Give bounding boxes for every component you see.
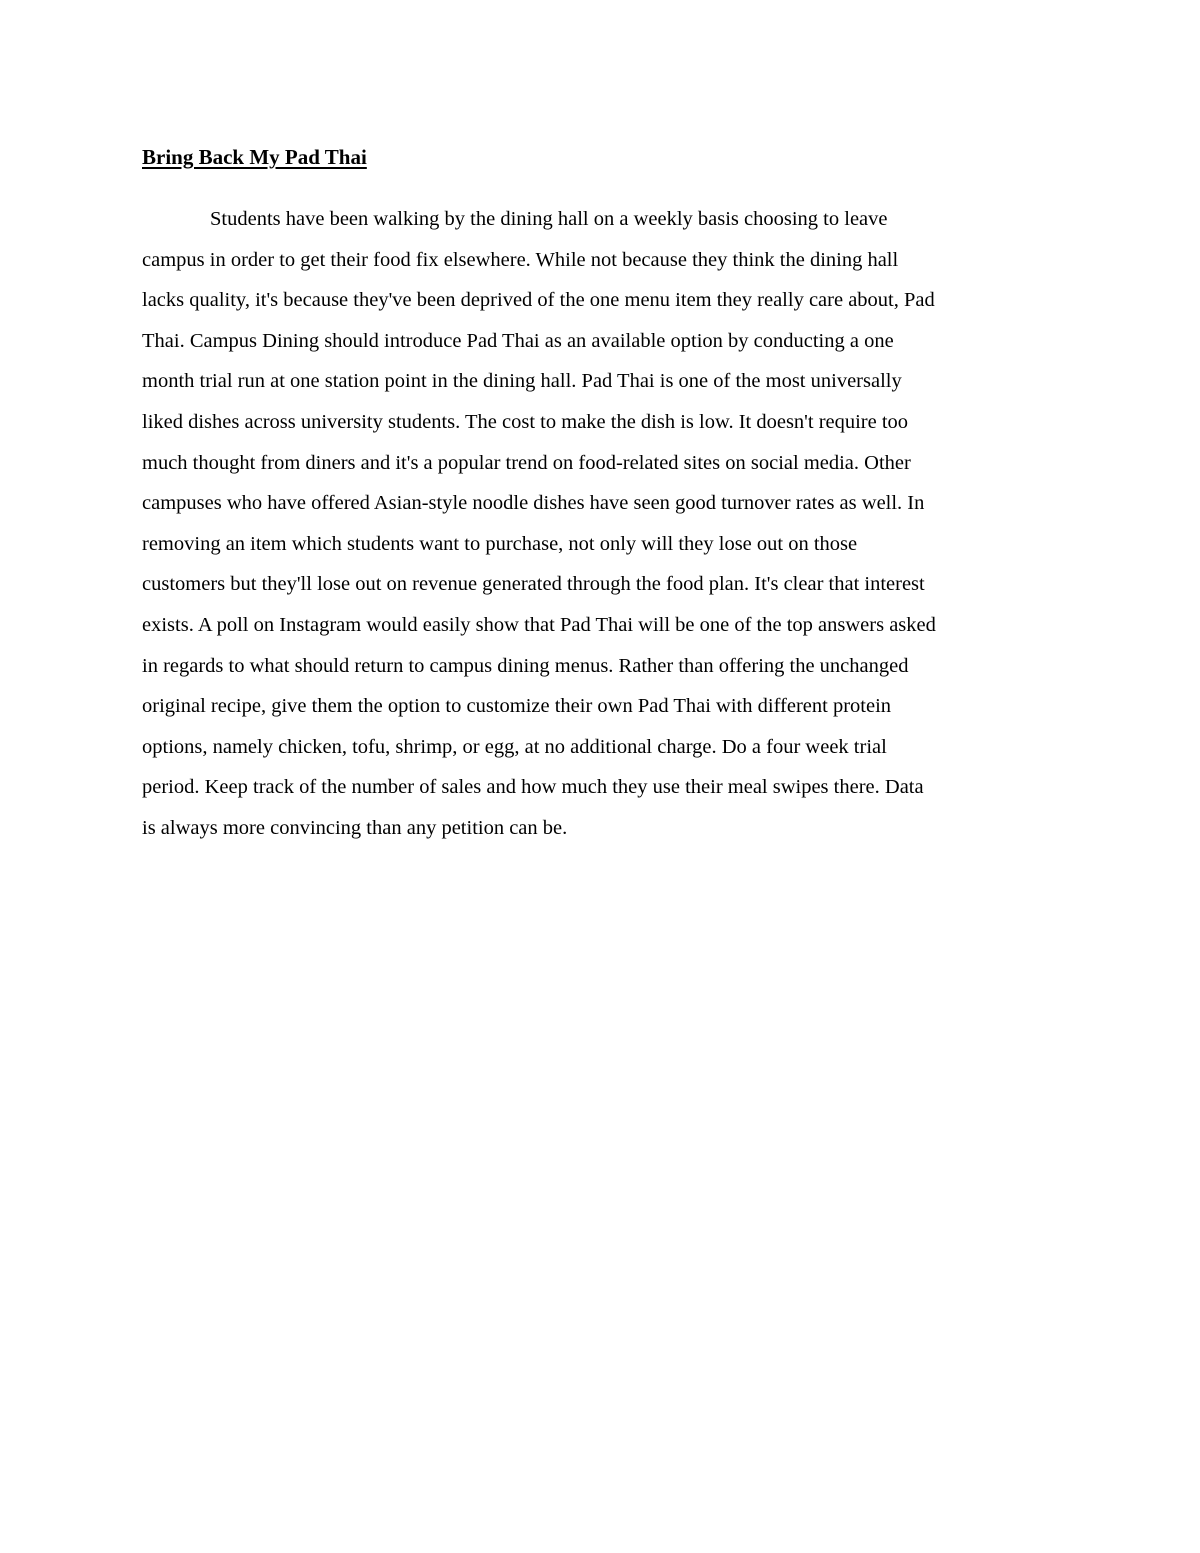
paragraph-line: lacks quality, it's because they've been deprived of the one menu item they really care about, Pad	[142, 289, 935, 312]
paragraph-line: original recipe, give them the option to customize their own Pad Thai with different protein	[142, 695, 892, 718]
paragraph-line: month trial run at one station point in the dining hall. Pad Thai is one of the most universally	[142, 370, 902, 393]
paragraph-line: period. Keep track of the number of sales and how much they use their meal swipes there. Data	[142, 776, 924, 799]
document-title: Bring Back My Pad Thai	[142, 145, 367, 169]
body-paragraph	[142, 202, 1082, 852]
paragraph-line: options, namely chicken, tofu, shrimp, or egg, at no additional charge. Do a four week trial	[142, 735, 887, 758]
paragraph-line: liked dishes across university students. The cost to make the dish is low. It doesn't require too	[142, 410, 909, 433]
paragraph-line: customers but they'll lose out on revenue generated through the food plan. It's clear that interest	[142, 573, 925, 596]
paragraph-line: is always more convincing than any petition can be.	[142, 816, 568, 839]
paragraph-line: in regards to what should return to campus dining menus. Rather than offering the unchanged	[142, 654, 909, 677]
paragraph-line: campus in order to get their food fix elsewhere. While not because they think the dining hall	[142, 248, 899, 271]
paragraph-line: Students have been walking by the dining hall on a weekly basis choosing to leave	[210, 208, 888, 230]
paragraph-line: campuses who have offered Asian-style noodle dishes have seen good turnover rates as well. In	[142, 492, 925, 515]
paragraph-line: removing an item which students want to purchase, not only will they lose out on those	[142, 532, 858, 555]
paragraph-line: exists. A poll on Instagram would easily show that Pad Thai will be one of the top answers asked	[142, 613, 936, 636]
paragraph-line: Thai. Campus Dining should introduce Pad Thai as an available option by conducting a one	[142, 329, 894, 352]
paragraph-line: much thought from diners and it's a popular trend on food-related sites on social media. Other	[142, 451, 911, 474]
